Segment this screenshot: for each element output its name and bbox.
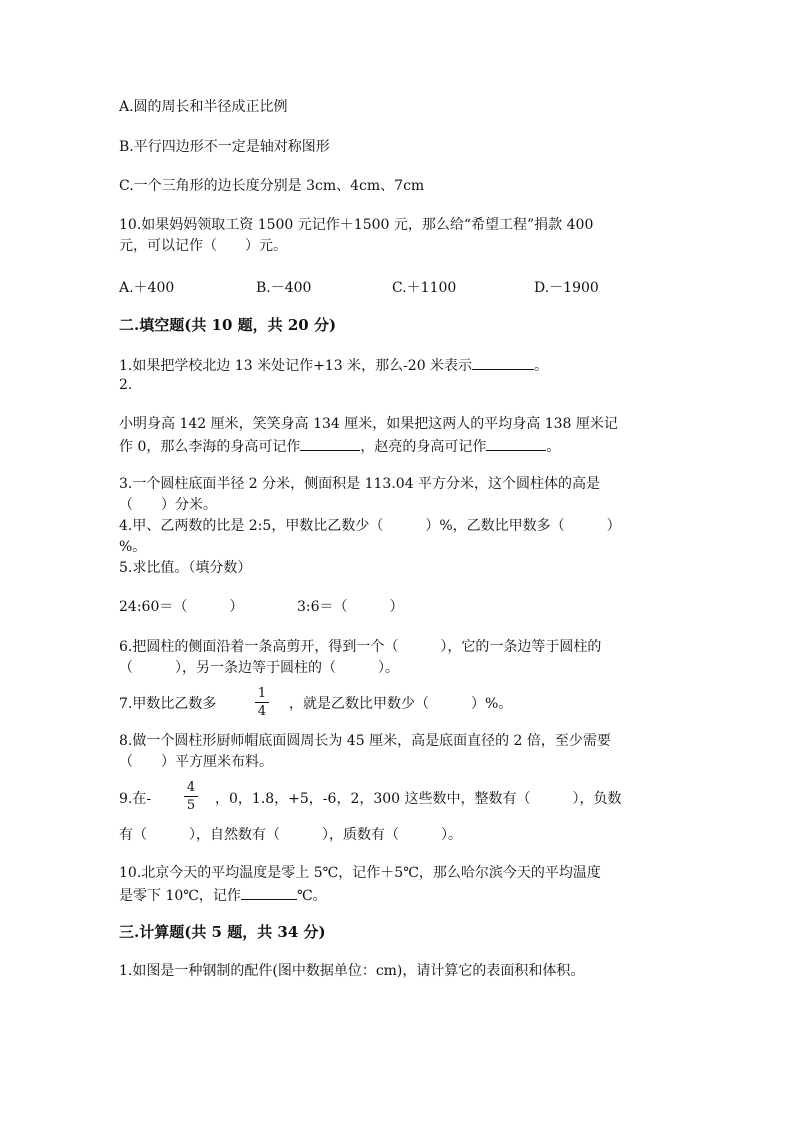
- option-d: D.－1900: [534, 280, 599, 296]
- question-10-line1: 10.如果妈妈领取工资 1500 元记作＋1500 元，那么给“希望工程”捐款 400: [119, 217, 594, 233]
- ratio-a: 24:60＝（ ）: [119, 599, 244, 615]
- question-10-options: [119, 277, 639, 295]
- fraction-bar: [184, 796, 198, 797]
- calc-q1: 1.如图是一种钢制的配件(图中数据单位：cm)，请计算它的表面积和体积。: [119, 963, 585, 979]
- fraction-denominator: 4: [257, 704, 267, 719]
- answer-blank: [241, 885, 297, 900]
- fill-q4-line1: 4.甲、乙两数的比是 2:5，甲数比乙数少（ ）%，乙数比甲数多（ ）: [119, 518, 621, 534]
- option-c: C.一个三角形的边长度分别是 3cm、4cm、7cm: [119, 178, 425, 194]
- fill-q5-ratios: [119, 598, 404, 616]
- answer-blank: [472, 355, 534, 370]
- fill-q2-part-c: 。: [546, 439, 561, 455]
- option-a: A.＋400: [119, 280, 175, 296]
- fill-q4-line2: %。: [119, 539, 147, 555]
- fill-q9-part-a: 9.在-: [119, 791, 152, 807]
- fill-q2-number: 2.: [119, 377, 133, 393]
- fill-q10-part-a: 是零下 10℃，记作: [119, 888, 241, 904]
- option-a: A.圆的周长和半径成正比例: [119, 99, 288, 115]
- fraction-four-fifths: [184, 780, 198, 813]
- fill-q6-line1: 6.把圆柱的侧面沿着一条高剪开，得到一个（ ），它的一条边等于圆柱的: [119, 639, 602, 655]
- fill-q2-part-b: ，赵亮的身高可记作: [360, 439, 487, 455]
- question-10-line2: 元，可以记作（ ）元。: [119, 238, 287, 254]
- fill-q8-line2: （ ）平方厘米布料。: [119, 754, 273, 770]
- fill-q6-line2: （ ），另一条边等于圆柱的（ ）。: [119, 660, 399, 676]
- answer-blank: [486, 436, 546, 451]
- fraction-bar: [255, 702, 269, 703]
- fraction-numerator: 4: [186, 780, 196, 795]
- fill-q10-line1: 10.北京今天的平均温度是零上 5℃，记作＋5℃，那么哈尔滨今天的平均温度: [119, 865, 601, 881]
- fill-q7-part-a: 7.甲数比乙数多: [119, 696, 217, 712]
- fraction-numerator: 1: [257, 686, 267, 701]
- option-b: B.－400: [256, 280, 312, 296]
- section-3-heading: 三.计算题(共 5 题，共 34 分): [119, 923, 326, 941]
- section-2-heading: 二.填空题(共 10 题，共 20 分): [119, 316, 337, 334]
- fill-q3-line2: （ ）分米。: [119, 497, 217, 513]
- fill-q3-line1: 3.一个圆柱底面半径 2 分米，侧面积是 113.04 平方分米，这个圆柱体的高是: [119, 476, 601, 492]
- fill-q1: [119, 355, 548, 375]
- fill-q8-line1: 8.做一个圆柱形厨师帽底面圆周长为 45 厘米，高是底面直径的 2 倍，至少需要: [119, 733, 611, 749]
- fill-q7: [119, 686, 679, 726]
- fill-q2-line1: 小明身高 142 厘米，笑笑身高 134 厘米，如果把这两人的平均身高 138 厘米记: [119, 416, 618, 432]
- fill-q1-end: 。: [534, 358, 549, 374]
- fill-q7-part-b: ，就是乙数比甲数少（ ）%。: [289, 696, 513, 712]
- fill-q10-line2: [119, 885, 327, 905]
- fill-q5-line1: 5.求比值。（填分数）: [119, 560, 252, 576]
- fill-q2-line2: [119, 436, 560, 456]
- option-c: C.＋1100: [392, 280, 457, 296]
- option-b: B.平行四边形不一定是轴对称图形: [119, 139, 330, 155]
- fill-q10-part-b: ℃。: [296, 888, 327, 904]
- fill-q1-text: 1.如果把学校北边 13 米处记作+13 米，那么-20 米表示: [119, 358, 473, 374]
- ratio-b: 3:6＝（ ）: [297, 599, 404, 615]
- answer-blank: [300, 436, 360, 451]
- fill-q2-part-a: 作 0，那么李海的身高可记作: [119, 439, 301, 455]
- fraction-one-quarter: [255, 686, 269, 719]
- fraction-denominator: 5: [186, 798, 196, 813]
- fill-q9: [119, 780, 679, 816]
- fill-q9-line2: 有（ ），自然数有（ ），质数有（ ）。: [119, 827, 462, 843]
- fill-q9-part-b: ，0，1.8，+5，-6，2，300 这些数中，整数有（ ），负数: [215, 791, 622, 807]
